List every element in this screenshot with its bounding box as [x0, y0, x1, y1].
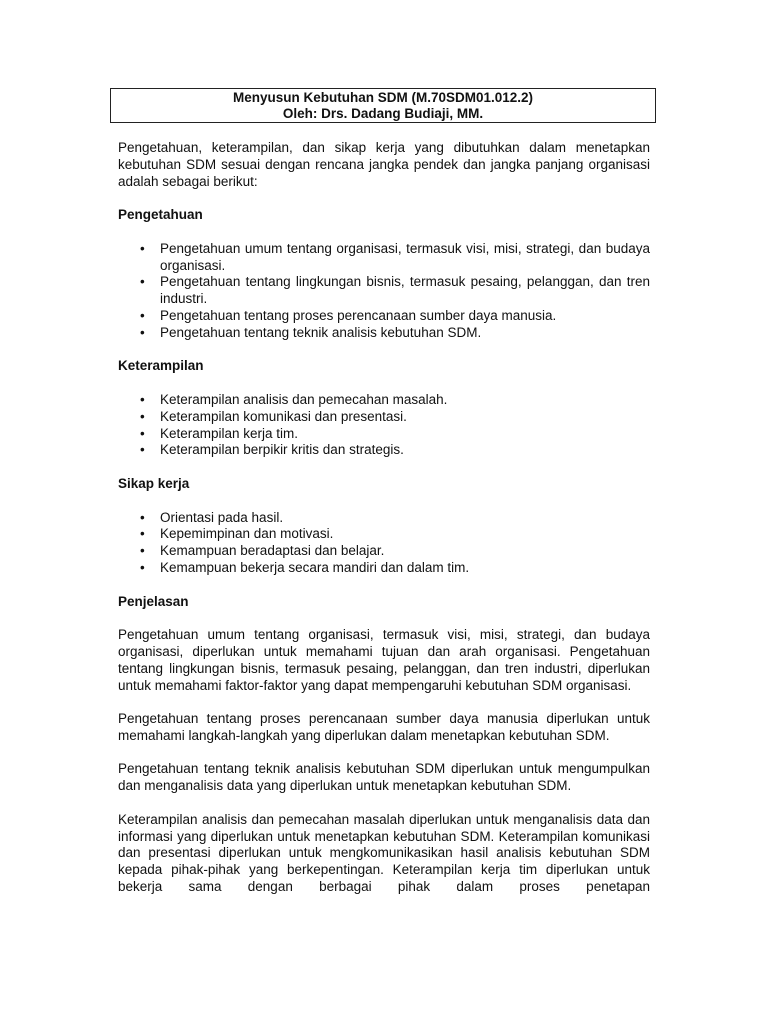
list-pengetahuan	[118, 241, 650, 342]
list-item: • Kepemimpinan dan motivasi.	[140, 526, 334, 542]
penjelasan-paragraph: Pengetahuan tentang teknik analisis kebutuhan SDM diperlukan untuk mengumpulkan dan menganalisis data yang diperlukan untuk menetapkan kebutuhan SDM.	[118, 761, 650, 794]
penjelasan-paragraph: Pengetahuan tentang proses perencanaan sumber daya manusia diperlukan untuk memahami langkah-langkah yang diperlukan dalam menetapkan kebutuhan SDM.	[118, 711, 650, 743]
list-item: • Pengetahuan tentang teknik analisis kebutuhan SDM.	[140, 324, 482, 340]
list-item: • Pengetahuan tentang proses perencanaan sumber daya manusia.	[140, 307, 557, 323]
document-author: Oleh: Drs. Dadang Budiaji, MM.	[282, 106, 484, 121]
list-item: • Keterampilan komunikasi dan presentasi.	[140, 408, 407, 424]
document-body	[118, 140, 650, 896]
heading-keterampilan: Keterampilan	[118, 358, 204, 374]
heading-sikap-kerja: Sikap kerja	[118, 475, 190, 491]
list-item: • Pengetahuan tentang lingkungan bisnis, termasuk pesaing, pelanggan, dan tren industri.	[140, 274, 650, 307]
list-item: • Keterampilan analisis dan pemecahan masalah.	[140, 391, 448, 407]
list-item: • Kemampuan bekerja secara mandiri dan dalam tim.	[140, 559, 470, 575]
list-item: • Orientasi pada hasil.	[140, 509, 284, 525]
list-item: • Kemampuan beradaptasi dan belajar.	[140, 543, 385, 559]
penjelasan-paragraph: Pengetahuan umum tentang organisasi, termasuk visi, misi, strategi, dan budaya organisasi, diperlukan untuk memahami tujuan dan arah organisasi. Pengetahuan tentang lingkungan bisnis, termasuk pesaing, pelanggan, dan tren industri, diperlukan untuk memahami faktor-faktor yang dapat mempengaruhi kebutuhan SDM organisasi.	[118, 627, 650, 693]
list-sikap-kerja	[118, 510, 650, 577]
document-title: Menyusun Kebutuhan SDM (M.70SDM01.012.2)	[232, 90, 534, 105]
list-item: • Keterampilan kerja tim.	[140, 425, 299, 441]
list-item: • Keterampilan berpikir kritis dan strategis.	[140, 442, 404, 458]
list-keterampilan	[118, 392, 650, 459]
title-box	[110, 88, 656, 123]
list-item: • Pengetahuan umum tentang organisasi, termasuk visi, misi, strategi, dan budaya organisasi.	[140, 240, 650, 273]
heading-pengetahuan: Pengetahuan	[118, 207, 203, 223]
penjelasan-paragraph: Keterampilan analisis dan pemecahan masalah diperlukan untuk menganalisis data dan informasi yang diperlukan untuk menetapkan kebutuhan SDM. Keterampilan komunikasi dan presentasi diperlukan untuk mengkomunikasikan hasil analisis kebutuhan SDM kepada pihak-pihak yang berkepentingan. Keterampilan kerja tim diperlukan untuk bekerja sama dengan berbagai pihak dalam proses penetapan	[118, 811, 650, 895]
intro-paragraph: Pengetahuan, keterampilan, dan sikap kerja yang dibutuhkan dalam menetapkan kebutuhan SDM sesuai dengan rencana jangka pendek dan jangka panjang organisasi adalah sebagai berikut:	[118, 140, 650, 189]
heading-penjelasan: Penjelasan	[118, 593, 189, 609]
